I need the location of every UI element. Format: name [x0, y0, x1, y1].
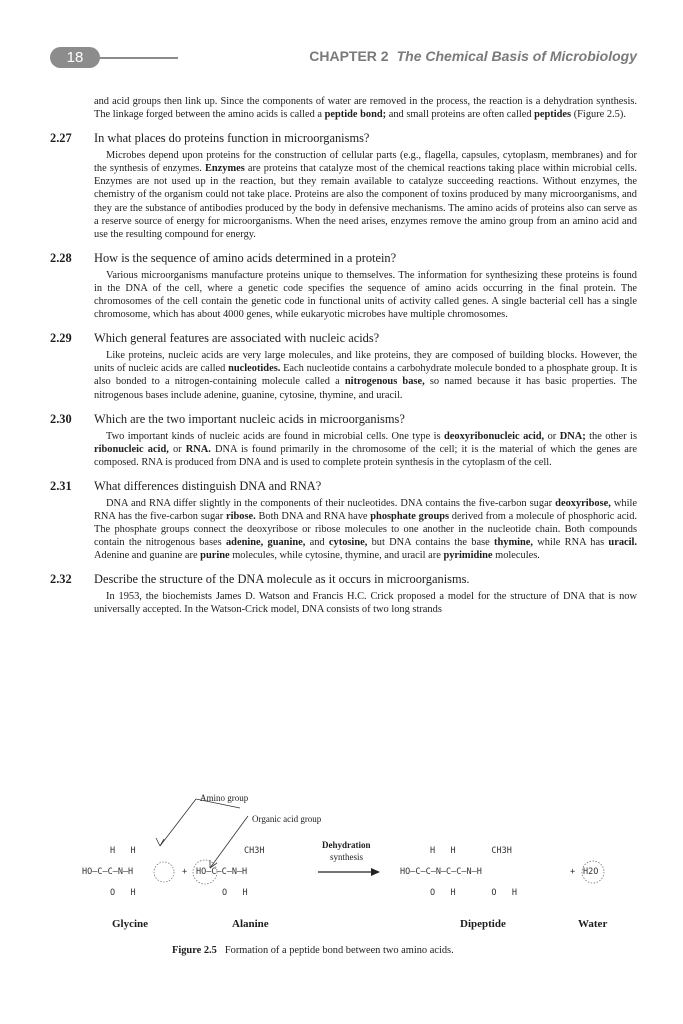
- answer-2-32: In 1953, the biochemists James D. Watson and Francis H.C. Crick proposed a model for the structure of DNA that is now universally accepted. In the Watson-Crick model, DNA consists of two long strands: [94, 591, 637, 616]
- question-number: 2.27: [50, 131, 72, 146]
- answer-2-28: Various microorganisms manufacture proteins unique to themselves. The information for synthesizing these proteins is found in the DNA of the cell, where a genetic code specifies the sequence of amino acids occurring in the final protein. The chromosomes of the cell contain the genetic code in functional units of activity called genes. A single bacterial cell has a single chromosome, which has about 4000 genes, while eukaryotic microbes have multiple chromosomes.: [94, 269, 637, 321]
- question-number: 2.31: [50, 478, 72, 493]
- answer-2-29: Like proteins, nucleic acids are very large molecules, and like proteins, they are composed of building blocks. However, the units of nucleic acids are called nucleotides. Each nucleotide contains a carbohydrate molecule bonded to a phosphate group. It is also bonded to a nitrogen-containing molecule called a nitrogenous base, so named because it has basic properties. The nitrogenous bases include adenine, guanine, cytosine, thymine, and uracil.: [94, 350, 638, 401]
- figure-2-5: [0, 790, 683, 970]
- question-number: 2.29: [50, 331, 72, 346]
- label-organic-acid-group: Organic acid group: [252, 814, 322, 824]
- page-body: [0, 95, 683, 617]
- question-text: How is the sequence of amino acids determined in a protein?: [94, 250, 397, 265]
- water-formula: H2O: [583, 867, 599, 877]
- question-2-28: [50, 250, 637, 266]
- question-number: 2.30: [50, 411, 72, 426]
- alanine-formula: HO–C–C–N–H: [196, 867, 248, 877]
- question-2-31: [50, 478, 637, 494]
- answer-2-30: Two important kinds of nucleic acids are found in microbial cells. One type is deoxyribonucleic acid, or DNA; the other is ribonucleic acid, or RNA. DNA is found primarily in the chromosome of the cell; it is the material of which the genes are composed. RNA is produced from DNA and is used to complete protein synthesis in the cytoplasm of the cell.: [94, 430, 637, 468]
- organic-acid-pointer: [210, 816, 248, 868]
- glycine-formula: HO–C–C–N–H: [82, 867, 134, 877]
- question-text: Which are the two important nucleic acids in microorganisms?: [94, 411, 405, 426]
- chapter-heading: [309, 48, 637, 64]
- glycine-name: Glycine: [112, 918, 149, 930]
- intro-paragraph: and acid groups then link up. Since the components of water are removed in the process, the reaction is a dehydration synthesis. The linkage forged between the amino acids is called a peptide bond; and small proteins are often called peptides (Figure 2.5).: [94, 96, 637, 121]
- plus-sign-2: +: [570, 867, 576, 877]
- chapter-label: CHAPTER 2: [309, 48, 389, 64]
- dipeptide-formula: HO–C–C–N–C–C–N–H: [400, 867, 482, 877]
- alanine-top: CH3H: [244, 846, 265, 856]
- page-number-badge: 18: [50, 47, 100, 68]
- label-synthesis: synthesis: [330, 852, 364, 862]
- removed-h-circle: [154, 862, 174, 882]
- label-amino-group: Amino group: [200, 793, 249, 803]
- question-text: Describe the structure of the DNA molecule as it occurs in microorganisms.: [94, 572, 470, 587]
- glycine-bottom: O H: [110, 888, 136, 898]
- answer-2-31: DNA and RNA differ slightly in the components of their nucleotides. DNA contains the five-carbon sugar deoxyribose, while RNA has the five-carbon sugar ribose. Both DNA and RNA have phosphate groups derived from a molecule of phosphoric acid. The phosphate groups connect the deoxyribose or ribose molecules to one another in the nucleotide chain. Both compounds contain the nitrogenous bases adenine, guanine, and cytosine, but DNA contains the base thymine, while RNA has uracil. Adenine and guanine are purine molecules, while cytosine, thymine, and uracil are pyrimidine molecules.: [94, 497, 637, 562]
- plus-sign-1: +: [182, 867, 188, 877]
- amino-group-pointer-1: [160, 799, 196, 846]
- dipeptide-bottom: O H O H: [430, 888, 517, 898]
- dipeptide-top: H H CH3H: [430, 846, 512, 856]
- alanine-bottom: O H: [222, 888, 248, 898]
- figure-caption: [172, 945, 454, 956]
- water-name: Water: [578, 918, 608, 930]
- amino-group-arrowhead-a: [156, 838, 160, 846]
- header-rule: [98, 57, 178, 59]
- question-2-30: [50, 411, 637, 427]
- alanine-name: Alanine: [232, 918, 269, 930]
- amino-group-arrowhead-b: [160, 839, 164, 846]
- question-text: In what places do proteins function in microorganisms?: [94, 131, 370, 146]
- glycine-top: H H: [110, 846, 136, 856]
- question-2-29: [50, 331, 637, 346]
- question-number: 2.32: [50, 572, 72, 587]
- chapter-title: The Chemical Basis of Microbiology: [396, 48, 637, 64]
- dipeptide-name: Dipeptide: [460, 918, 506, 930]
- question-number: 2.28: [50, 250, 72, 265]
- label-dehydration: Dehydration: [322, 840, 371, 850]
- answer-2-27: Microbes depend upon proteins for the construction of cellular parts (e.g., flagella, capsules, cytoplasm, membranes) and for the synthesis of enzymes. Enzymes are proteins that catalyze most of the chemical reactions taking place within microbial cells. Enzymes are not used up in the reaction, but they remain available to catalyze succeeding reactions. Without enzymes, the chemistry of the organism could not take place. Proteins are also the component of toxins produced by many microorganisms, and they are the substance of antibodies produced by the body in defensive mechanisms. The amino acids of proteins also can serve as a reserve source of energy for microorganisms. When the need arises, enzymes remove the amino group from an amino acid and use the resulting compound for energy.: [94, 150, 637, 240]
- question-2-32: [50, 572, 637, 587]
- page-header: [0, 0, 683, 80]
- reaction-arrowhead: [371, 868, 380, 876]
- question-text: Which general features are associated with nucleic acids?: [94, 331, 380, 346]
- caption-label: Figure 2.5: [172, 945, 217, 956]
- caption-text: Formation of a peptide bond between two amino acids.: [224, 945, 454, 956]
- question-2-27: [50, 131, 637, 146]
- question-text: What differences distinguish DNA and RNA?: [94, 478, 322, 493]
